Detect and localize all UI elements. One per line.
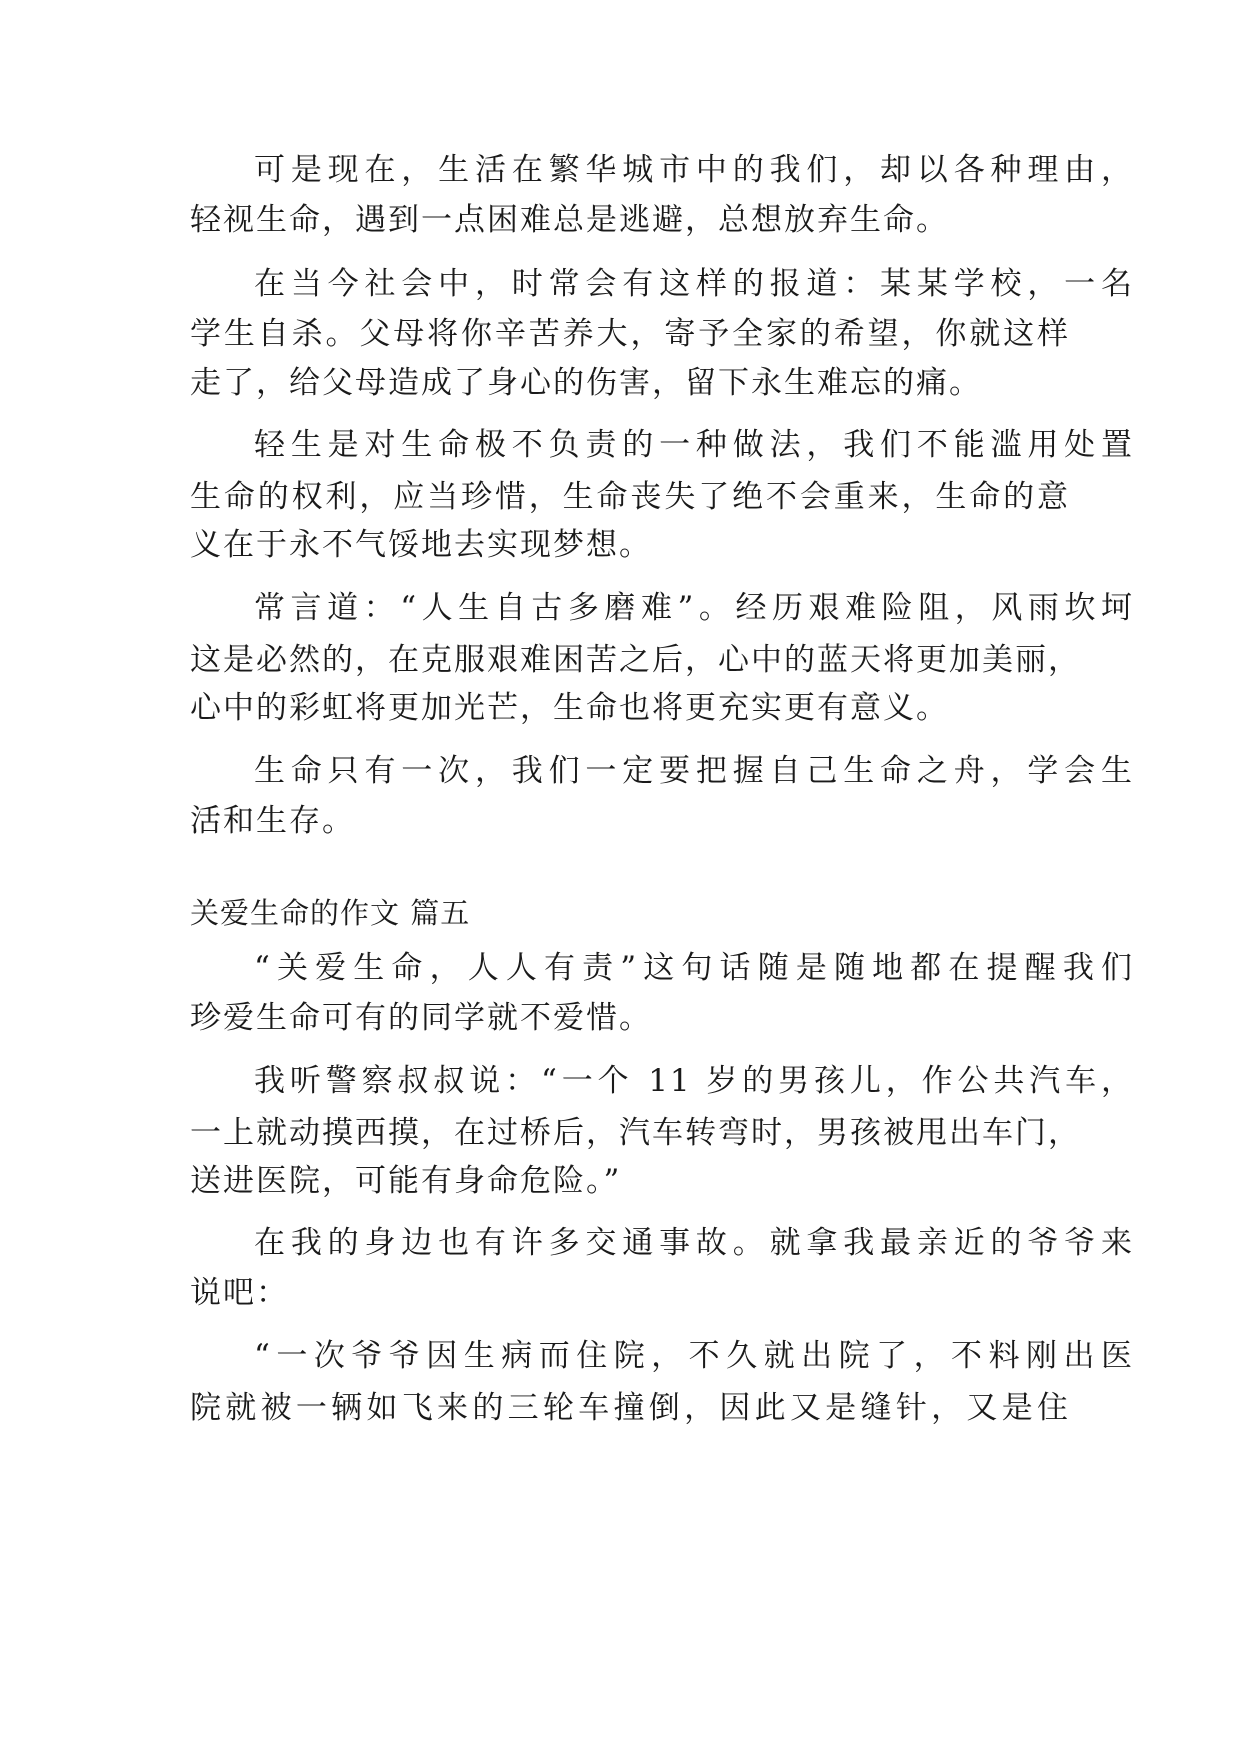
paragraph-line: “一次爷爷因生病而住院，不久就出院了，不料刚出医 (254, 1338, 1134, 1374)
paragraph-line: 义在于永不气馁地去实现梦想。 (190, 527, 652, 563)
paragraph-line: 生命的权利，应当珍惜，生命丧失了绝不会重来，生命的意 (190, 479, 1070, 515)
paragraph-line: 常言道：“人生自古多磨难”。经历艰难险阻，风雨坎坷 (254, 590, 1134, 626)
paragraph-line: 活和生存。 (190, 803, 355, 839)
paragraph-line: 送进医院，可能有身命危险。” (190, 1163, 622, 1199)
paragraph-line: 生命只有一次，我们一定要把握自己生命之舟，学会生 (254, 753, 1134, 789)
paragraph-line: 心中的彩虹将更加光芒，生命也将更充实更有意义。 (190, 690, 949, 726)
section-heading: 关爱生命的作文 篇五 (190, 896, 471, 930)
paragraph-line: “关爱生命，人人有责”这句话随是随地都在提醒我们 (254, 950, 1134, 986)
paragraph-line: 在当今社会中，时常会有这样的报道：某某学校，一名 (254, 266, 1134, 302)
paragraph-line: 在我的身边也有许多交通事故。就拿我最亲近的爷爷来 (254, 1225, 1134, 1261)
paragraph-line: 学生自杀。父母将你辛苦养大，寄予全家的希望，你就这样 (190, 316, 1070, 352)
paragraph-line: 轻生是对生命极不负责的一种做法，我们不能滥用处置 (254, 427, 1134, 463)
paragraph-line: 我听警察叔叔说：“一个 11 岁的男孩儿，作公共汽车， (254, 1063, 1134, 1099)
paragraph-line: 珍爱生命可有的同学就不爱惜。 (190, 1000, 652, 1036)
paragraph-line: 走了，给父母造成了身心的伤害，留下永生难忘的痛。 (190, 365, 982, 401)
paragraph-line: 一上就动摸西摸，在过桥后，汽车转弯时，男孩被甩出车门， (190, 1115, 1081, 1151)
paragraph-line: 说吧： (190, 1275, 289, 1311)
paragraph-line: 轻视生命，遇到一点困难总是逃避，总想放弃生命。 (190, 202, 949, 238)
paragraph-line: 这是必然的，在克服艰难困苦之后，心中的蓝天将更加美丽， (190, 642, 1081, 678)
paragraph-line: 院就被一辆如飞来的三轮车撞倒，因此又是缝针，又是住 (190, 1390, 1070, 1426)
paragraph-line: 可是现在，生活在繁华城市中的我们，却以各种理由， (254, 152, 1134, 188)
